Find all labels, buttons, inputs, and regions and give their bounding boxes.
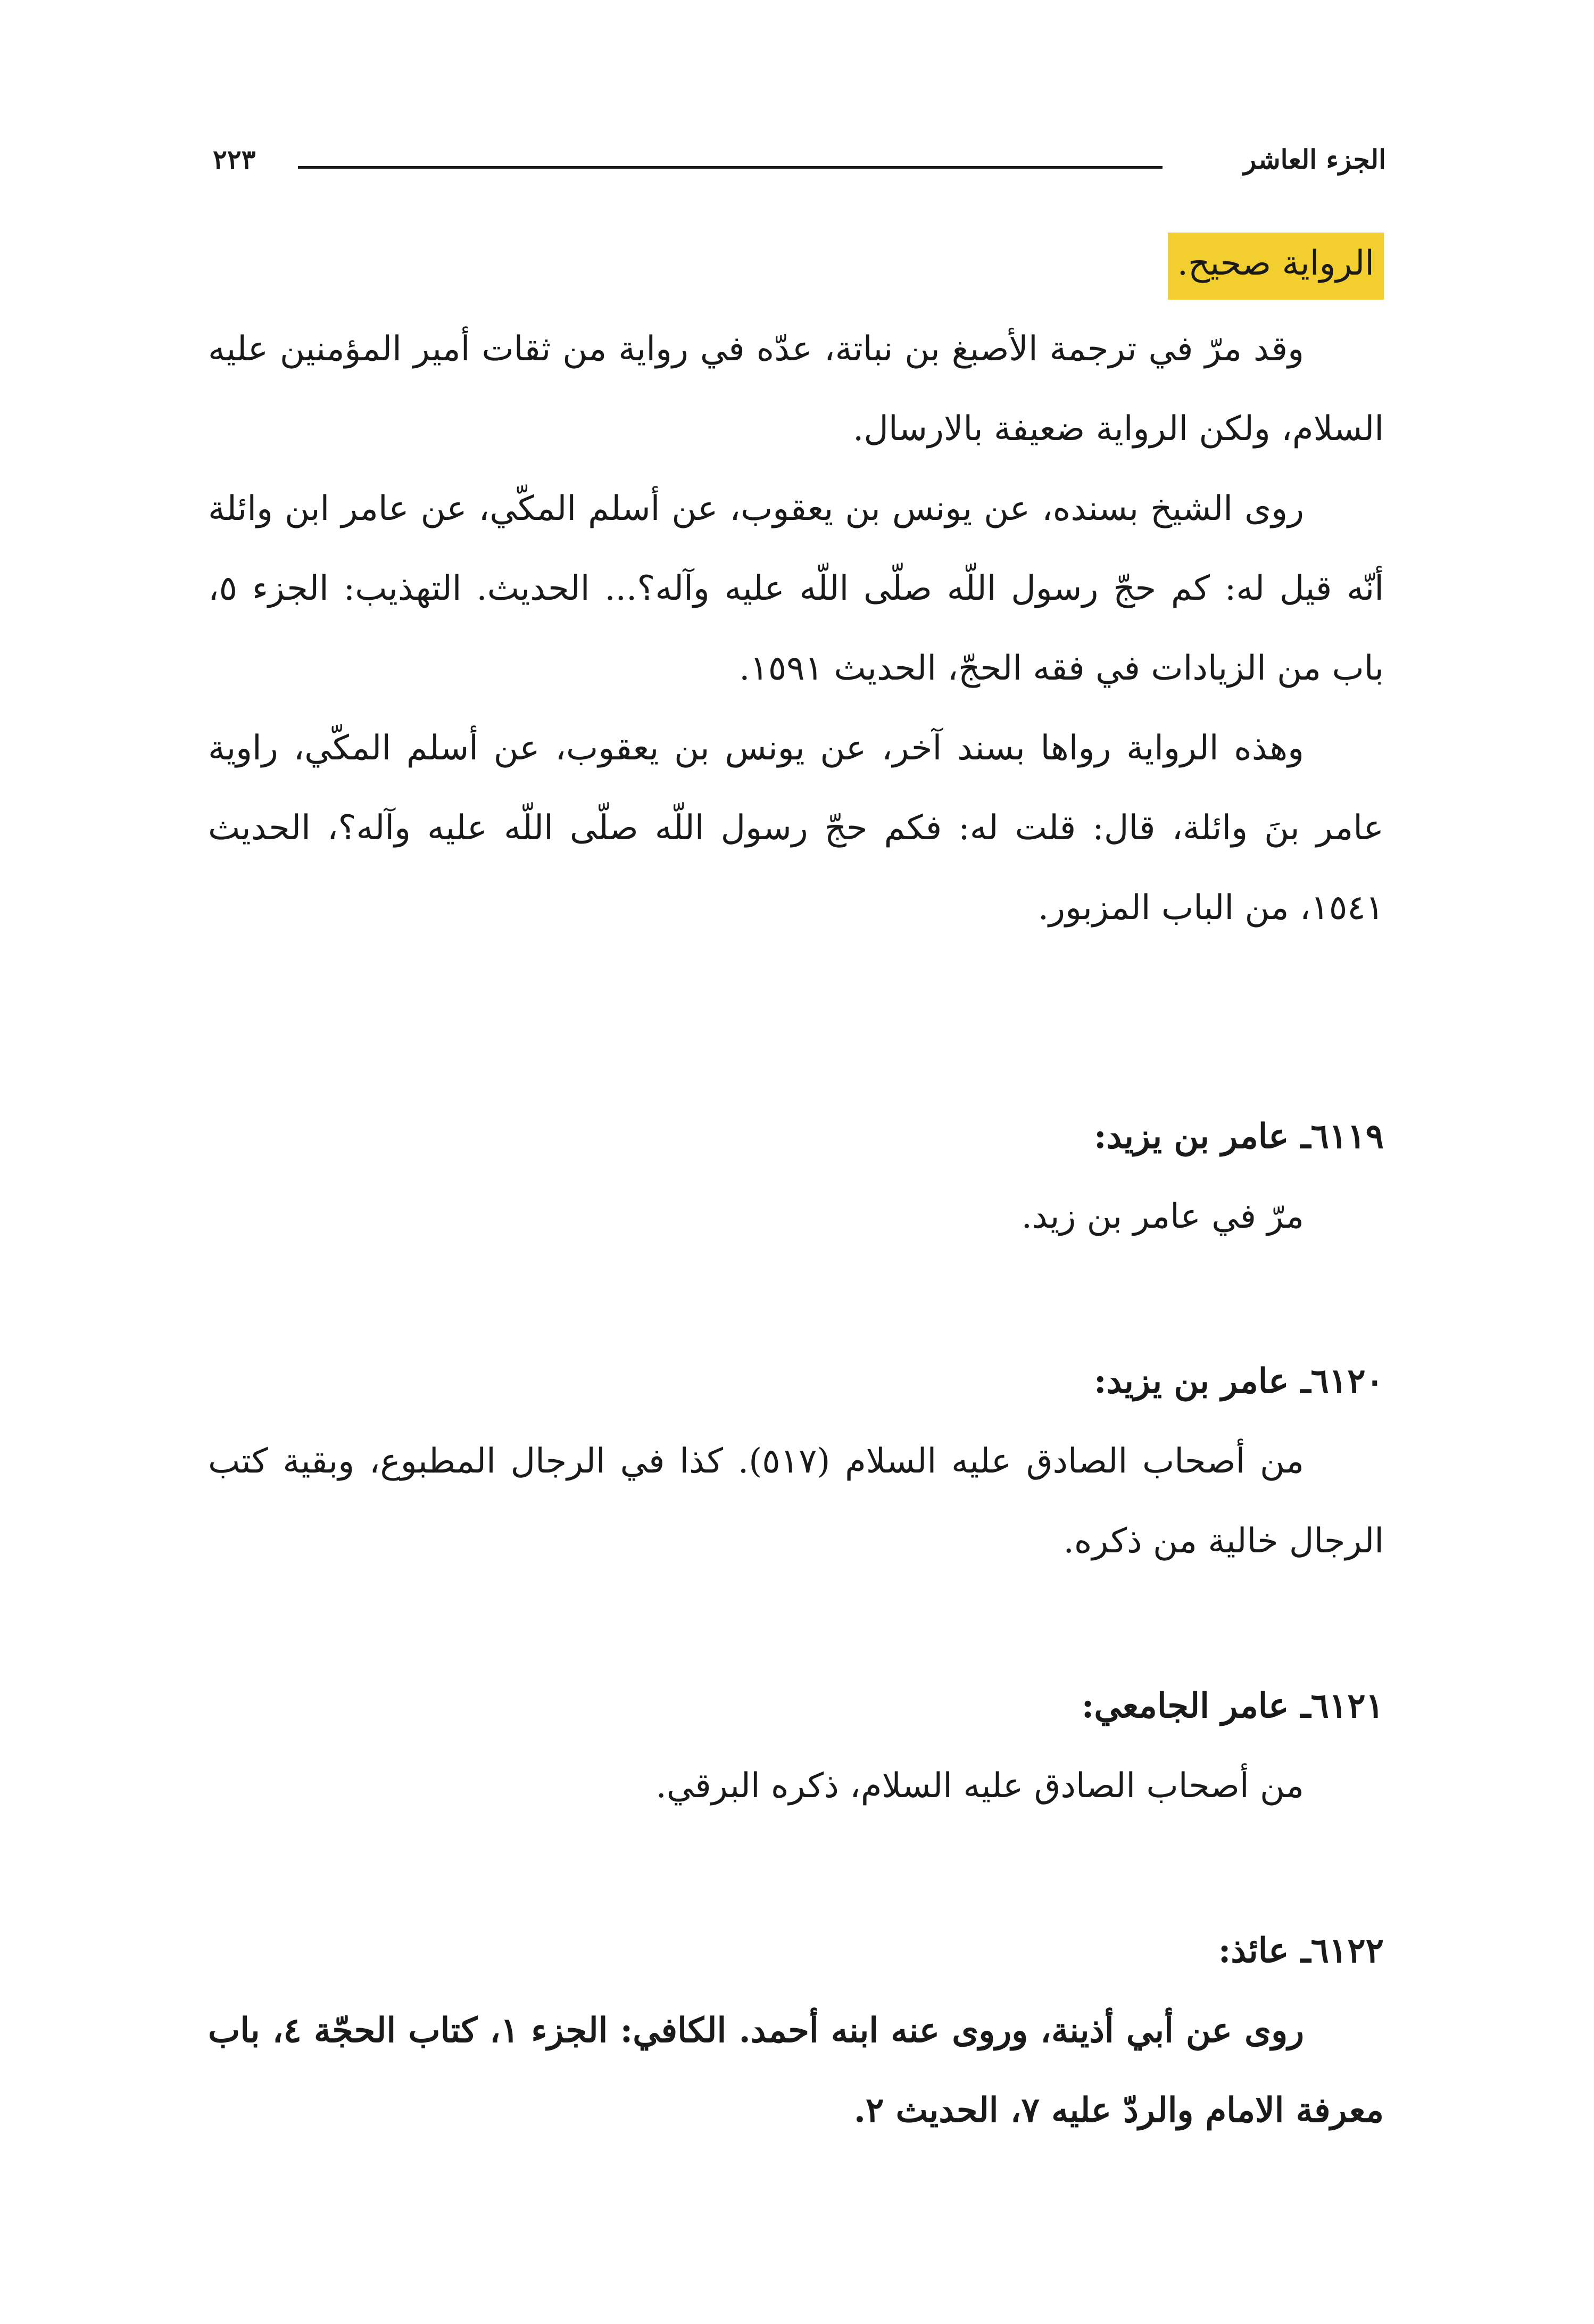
paragraph: وهذه الرواية رواها بسند آخر، عن يونس بن يعقوب، عن أسلم المكّي، راوية عامر بنَ وائلة، قال: قلت له: فكم حجّ رسول اللّه صلّى اللّه عليه وآله؟، الحديث ١٥٤١، من الباب المزبور. xyxy=(208,729,1384,928)
paragraph: وقد مرّ في ترجمة الأصبغ بن نباتة، عدّه في رواية من ثقات أمير المؤمنين عليه السلام، ولكن الرواية ضعيفة بالارسال. xyxy=(208,329,1384,449)
entry-title: ٦١٢٢ـ عائذ: xyxy=(1218,1931,1384,1971)
entry-title: ٦١٢٠ـ عامر بن يزيد: xyxy=(1093,1361,1384,1401)
highlighted-text: الرواية صحيح. xyxy=(1168,233,1384,300)
entry-title: ٦١١٩ـ عامر بن يزيد: xyxy=(1093,1116,1384,1156)
page-number: ٢٢٣ xyxy=(213,144,256,175)
entry-6120 xyxy=(208,1342,1384,1581)
header-rule xyxy=(298,166,1163,169)
entry-body: مرّ في عامر بن زيد. xyxy=(1021,1197,1304,1236)
entry-title: ٦١٢١ـ عامر الجامعي: xyxy=(1081,1686,1384,1726)
entry-body: من أصحاب الصادق عليه السلام، ذكره البرقي. xyxy=(655,1766,1304,1806)
entry-body: من أصحاب الصادق عليه السلام (٥١٧). كذا في الرجال المطبوع، وبقية كتب الرجال خالية من ذكره. xyxy=(208,1442,1384,1561)
page-content xyxy=(208,224,1384,2151)
entry-6121 xyxy=(208,1666,1384,1826)
top-section xyxy=(208,224,1384,948)
paragraph: روى الشيخ بسنده، عن يونس بن يعقوب، عن أسلم المكّي، عن عامر ابن وائلة أنّه قيل له: كم حجّ رسول اللّه صلّى اللّه عليه وآله؟... الحديث. التهذيب: الجزء ٥، باب من الزيادات في فقه الحجّ، الحديث ١٥٩١. xyxy=(208,489,1384,688)
header-title: الجزء العاشر xyxy=(1243,144,1386,175)
entry-6119 xyxy=(208,1097,1384,1256)
entry-6122 xyxy=(208,1911,1384,2151)
entry-body: روى عن أبي أذينة، وروى عنه ابنه أحمد. الكافي: الجزء ١، كتاب الحجّة ٤، باب معرفة الامام والردّ عليه ٧، الحديث ٢. xyxy=(208,2011,1384,2130)
running-header xyxy=(213,133,1386,181)
